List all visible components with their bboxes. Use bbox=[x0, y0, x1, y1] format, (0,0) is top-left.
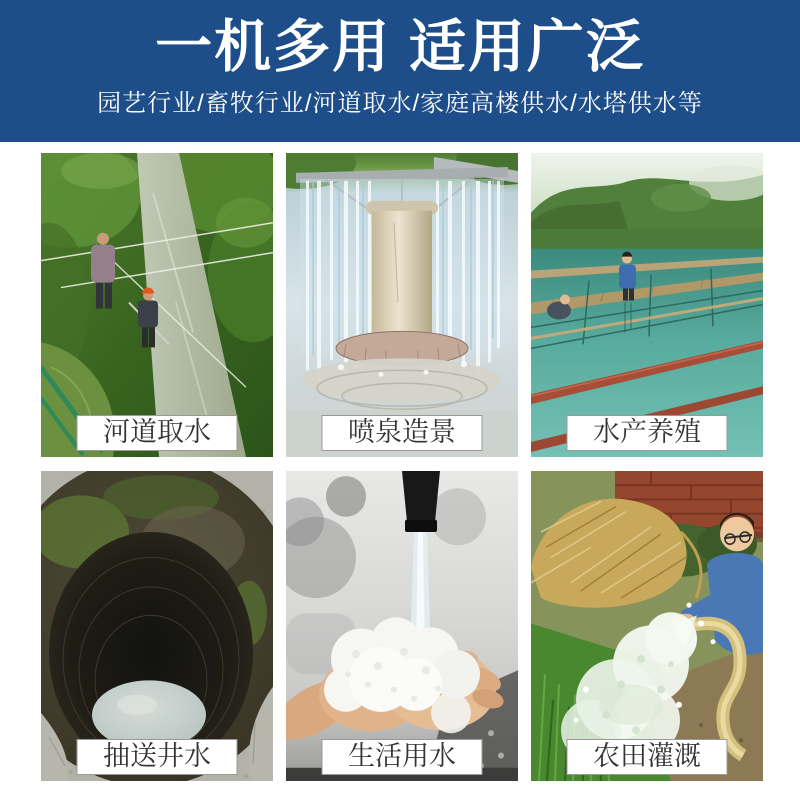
page-title: 一机多用 适用广泛 bbox=[155, 15, 645, 79]
photo-label-badge: 喷泉造景 bbox=[322, 415, 483, 451]
well-photo bbox=[41, 471, 273, 781]
fountain-photo bbox=[286, 153, 518, 457]
domestic-water-photo bbox=[286, 471, 518, 781]
photo-card-aquaculture bbox=[531, 153, 763, 457]
photo-label-badge: 生活用水 bbox=[322, 739, 483, 775]
photo-label-badge: 水产养殖 bbox=[567, 415, 728, 451]
photo-card-well bbox=[41, 471, 273, 781]
photo-card-irrigation bbox=[531, 471, 763, 781]
page-subtitle: 园艺行业/畜牧行业/河道取水/家庭高楼供水/水塔供水等 bbox=[97, 90, 703, 117]
irrigation-photo bbox=[531, 471, 763, 781]
river-intake-photo bbox=[41, 153, 273, 457]
aquaculture-photo bbox=[531, 153, 763, 457]
header-banner bbox=[0, 0, 800, 142]
photo-card-fountain bbox=[286, 153, 518, 457]
photo-card-river-intake bbox=[41, 153, 273, 457]
photo-label-badge: 农田灌溉 bbox=[567, 739, 728, 775]
faucet bbox=[402, 471, 440, 532]
photo-card-domestic-water bbox=[286, 471, 518, 781]
photo-grid bbox=[41, 153, 763, 781]
photo-label-badge: 河道取水 bbox=[77, 415, 238, 451]
photo-label-badge: 抽送井水 bbox=[77, 739, 238, 775]
